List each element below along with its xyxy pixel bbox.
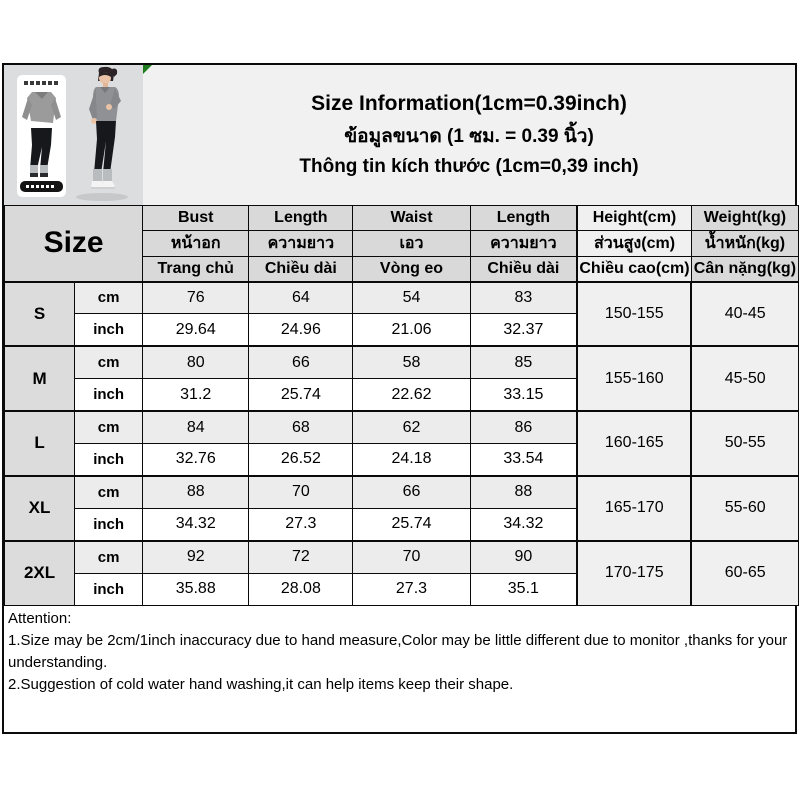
col-height-en: Height(cm) <box>577 206 691 231</box>
row-2xl-cm <box>5 541 799 573</box>
value-cell: 25.74 <box>249 379 353 411</box>
value-cell: 64 <box>249 282 353 314</box>
value-cell: 70 <box>353 541 470 573</box>
col-weight-vi: Cân nặng(kg) <box>691 257 798 282</box>
col-weight-th: น้ำหนัก(kg) <box>691 231 798 257</box>
col-waist-th: เอว <box>353 231 470 257</box>
value-cell: 22.62 <box>353 379 470 411</box>
value-cell: 92 <box>143 541 249 573</box>
value-cell: 35.1 <box>470 573 577 605</box>
height-range-xl: 165-170 <box>577 476 691 541</box>
inset-card <box>17 75 66 197</box>
col-waist-vi: Vòng eo <box>353 257 470 282</box>
value-cell: 24.96 <box>249 314 353 346</box>
col-length-en: Length <box>249 206 353 231</box>
value-cell: 31.2 <box>143 379 249 411</box>
col-weight-en: Weight(kg) <box>691 206 798 231</box>
unit-cm: cm <box>75 541 143 573</box>
weight-range-s: 40-45 <box>691 282 798 347</box>
value-cell: 90 <box>470 541 577 573</box>
attention-section <box>4 606 795 732</box>
attention-note-1: 1.Size may be 2cm/1inch inaccuracy due to hand measure,Color may be little different due to monitor ,thanks for your understanding. <box>8 632 788 671</box>
value-cell: 34.32 <box>470 508 577 540</box>
value-cell: 32.37 <box>470 314 577 346</box>
value-cell: 26.52 <box>249 443 353 475</box>
value-cell: 21.06 <box>353 314 470 346</box>
row-s-cm <box>5 282 799 314</box>
value-cell: 72 <box>249 541 353 573</box>
size-chart-content <box>2 63 797 734</box>
unit-cm: cm <box>75 346 143 378</box>
inset-bottom-label <box>20 181 63 192</box>
attention-heading: Attention: <box>8 610 72 627</box>
row-xl-cm <box>5 476 799 508</box>
title-thai: ข้อมูลขนาด (1 ซม. = 0.39 นิ้ว) <box>344 126 594 147</box>
size-table <box>4 205 799 606</box>
attention-note-2: 2.Suggestion of cold water hand washing,it can help items keep their shape. <box>8 676 514 693</box>
size-table-header <box>5 206 799 282</box>
unit-inch: inch <box>75 379 143 411</box>
size-label-m: M <box>5 346 75 411</box>
weight-range-xl: 55-60 <box>691 476 798 541</box>
col-bust-th: หน้าอก <box>143 231 249 257</box>
value-cell: 62 <box>353 411 470 443</box>
col-height-th: ส่วนสูง(cm) <box>577 231 691 257</box>
weight-range-m: 45-50 <box>691 346 798 411</box>
unit-inch: inch <box>75 508 143 540</box>
unit-inch: inch <box>75 314 143 346</box>
size-label-l: L <box>5 411 75 476</box>
corner-marker-icon <box>143 65 152 74</box>
value-cell: 70 <box>249 476 353 508</box>
col-height-vi: Chiều cao(cm) <box>577 257 691 282</box>
col-length-th: ความยาว <box>249 231 353 257</box>
value-cell: 84 <box>143 411 249 443</box>
value-cell: 27.3 <box>353 573 470 605</box>
size-label-2xl: 2XL <box>5 541 75 606</box>
value-cell: 76 <box>143 282 249 314</box>
value-cell: 34.32 <box>143 508 249 540</box>
row-m-cm <box>5 346 799 378</box>
col-waist-en: Waist <box>353 206 470 231</box>
height-range-s: 150-155 <box>577 282 691 347</box>
title-vietnamese: Thông tin kích thước (1cm=0,39 inch) <box>299 156 639 177</box>
value-cell: 58 <box>353 346 470 378</box>
value-cell: 29.64 <box>143 314 249 346</box>
value-cell: 28.08 <box>249 573 353 605</box>
top-band <box>4 65 795 205</box>
value-cell: 68 <box>249 411 353 443</box>
unit-cm: cm <box>75 282 143 314</box>
value-cell: 66 <box>249 346 353 378</box>
col-bust-en: Bust <box>143 206 249 231</box>
title-box <box>143 65 795 205</box>
value-cell: 33.54 <box>470 443 577 475</box>
col-length-vi: Chiều dài <box>249 257 353 282</box>
height-range-2xl: 170-175 <box>577 541 691 606</box>
value-cell: 33.15 <box>470 379 577 411</box>
value-cell: 88 <box>470 476 577 508</box>
value-cell: 32.76 <box>143 443 249 475</box>
value-cell: 35.88 <box>143 573 249 605</box>
size-label-s: S <box>5 282 75 347</box>
weight-range-2xl: 60-65 <box>691 541 798 606</box>
col-bust-vi: Trang chủ <box>143 257 249 282</box>
value-cell: 25.74 <box>353 508 470 540</box>
title-english: Size Information(1cm=0.39inch) <box>311 92 627 115</box>
unit-inch: inch <box>75 573 143 605</box>
col-length2-th: ความยาว <box>470 231 577 257</box>
size-header-cell: Size <box>5 206 143 282</box>
height-range-m: 155-160 <box>577 346 691 411</box>
col-length2-en: Length <box>470 206 577 231</box>
row-l-cm <box>5 411 799 443</box>
value-cell: 27.3 <box>249 508 353 540</box>
value-cell: 85 <box>470 346 577 378</box>
weight-range-l: 50-55 <box>691 411 798 476</box>
value-cell: 24.18 <box>353 443 470 475</box>
value-cell: 86 <box>470 411 577 443</box>
unit-cm: cm <box>75 476 143 508</box>
col-length2-vi: Chiều dài <box>470 257 577 282</box>
unit-inch: inch <box>75 443 143 475</box>
height-range-l: 160-165 <box>577 411 691 476</box>
value-cell: 88 <box>143 476 249 508</box>
value-cell: 54 <box>353 282 470 314</box>
unit-cm: cm <box>75 411 143 443</box>
size-table-body <box>5 282 799 606</box>
product-photo-illustration <box>4 65 143 205</box>
size-label-xl: XL <box>5 476 75 541</box>
value-cell: 66 <box>353 476 470 508</box>
value-cell: 80 <box>143 346 249 378</box>
value-cell: 83 <box>470 282 577 314</box>
product-photo <box>4 65 143 205</box>
